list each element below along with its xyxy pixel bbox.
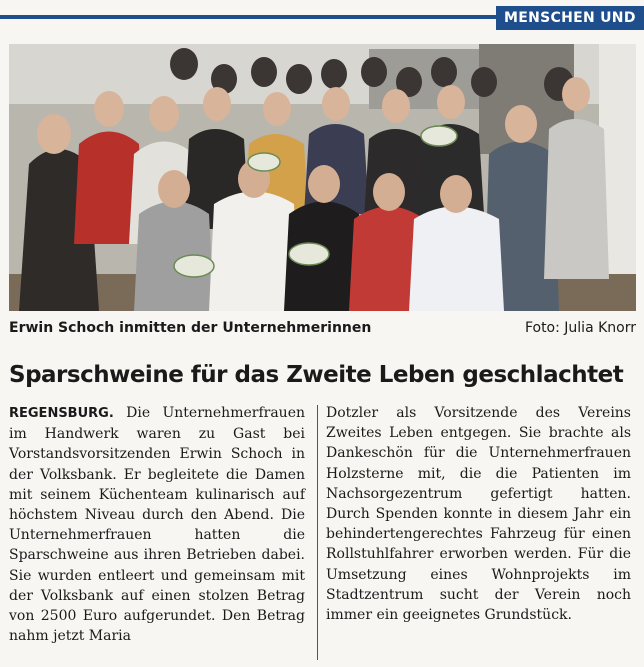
article-column-2 <box>326 403 631 625</box>
article-column-2-text: Dotzler als Vorsitzende des Vereins Zweites Leben entgegen. Sie brachte als Dankeschön für die Unternehmerfrauen Holzsterne mit, die die Patienten im Nachsorgezentrum gefertigt hatten. Durch Spenden konnte in diesem Jahr ein behindertengerechtes Fahrzeug für einen Rollstuhlfahrer erworben werden. Für die Umsetzung eines Wohnprojekts im Stadtzentrum sucht der Verein noch immer ein geeignetes Grundstück. <box>326 405 631 624</box>
group-photo <box>9 44 636 311</box>
photo-caption <box>9 320 636 342</box>
article-column-1-text: Die Unternehmerfrauen im Handwerk waren zu Gast bei Vorstandsvorsitzenden Erwin Schoch in der Volksbank. Er begleitete die Damen mit seinem Küchenteam kulinarisch auf höchstem Niveau durch den Abend. Die Unternehmerfrauen hatten die Sparschweine aus ihren Betrieben dabei. Sie wurden entleert und gemeinsam mit der Volksbank auf einen stolzen Betrag von 2500 Euro aufgerundet. Den Betrag nahm jetzt Maria <box>9 405 305 645</box>
dateline: REGENSBURG. <box>9 406 114 421</box>
section-label: MENSCHEN UND <box>496 6 644 30</box>
photo-credit: Foto: Julia Knorr <box>524 320 636 336</box>
caption-text: Erwin Schoch inmitten der Unternehmerinnen <box>9 320 372 336</box>
column-divider <box>317 405 318 660</box>
headline: Sparschweine für das Zweite Leben geschlachtet <box>9 362 624 388</box>
group-photo-icon <box>9 44 636 311</box>
article-column-1 <box>9 403 305 646</box>
section-rule <box>0 15 496 19</box>
section-header <box>0 0 644 32</box>
